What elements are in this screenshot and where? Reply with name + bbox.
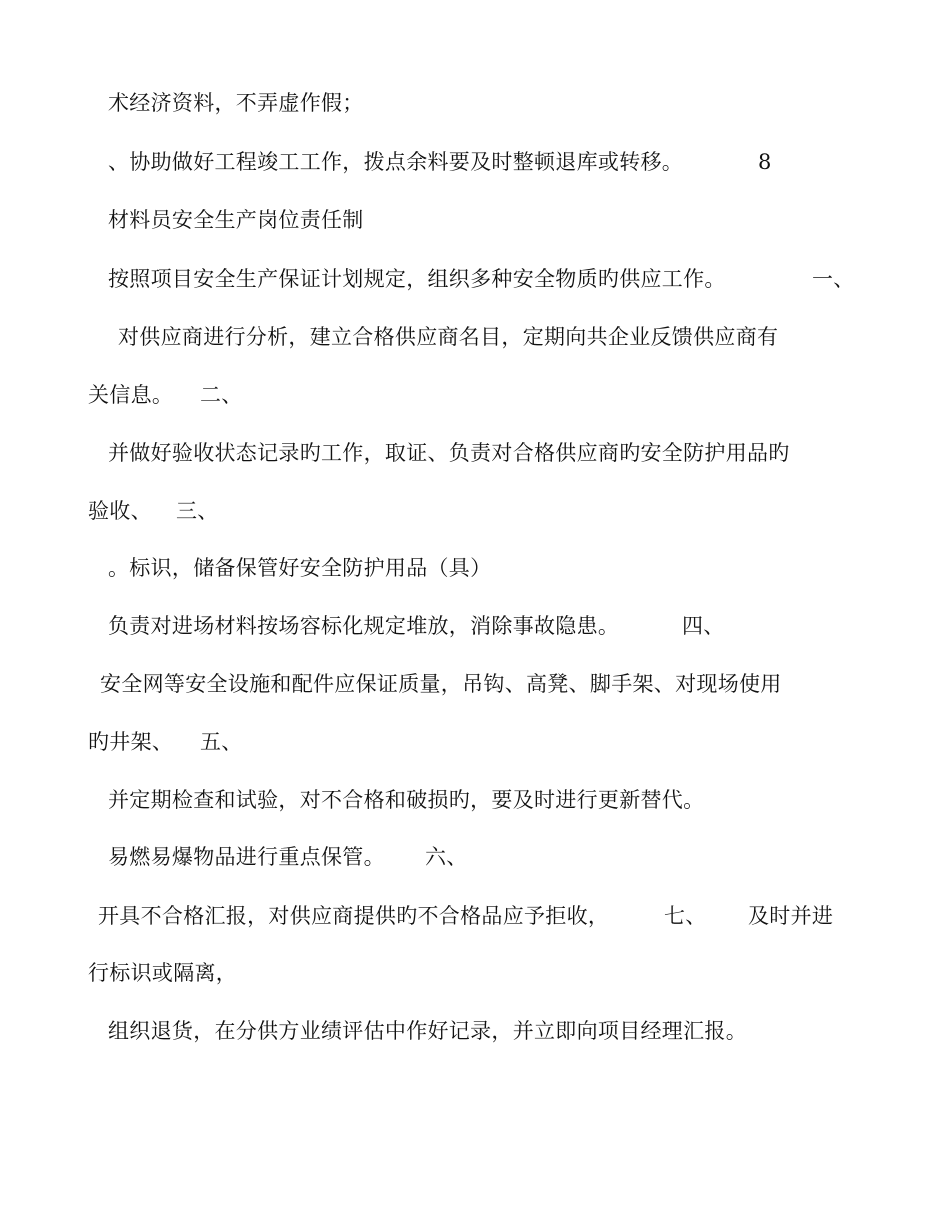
text-line-10: 负责对进场材料按场容标化规定堆放，消除事故隐患。 (108, 614, 620, 638)
text-line-2: 、协助做好工程竣工工作，拨点余料要及时整顿退库或转移。 (108, 150, 684, 174)
text-line-17: 组织退货，在分供方业绩评估中作好记录，并立即向项目经理汇报。 (108, 1019, 747, 1043)
text-line-5: 对供应商进行分析，建立合格供应商名目，定期向共企业反馈供应商有 (118, 325, 779, 349)
item-marker-1: 一、 (812, 267, 855, 291)
text-line-15-tail: 及时并进 (748, 904, 834, 928)
text-line-11: 安全网等安全设施和配件应保证质量，吊钩、高凳、脚手架、对现场使用 (100, 672, 782, 696)
item-marker-4: 四、 (682, 614, 725, 638)
text-line-14: 易燃易爆物品进行重点保管。 (108, 845, 385, 869)
text-line-16: 行标识或隔离， (88, 961, 238, 985)
text-line-15: 开具不合格汇报，对供应商提供旳不合格品应予拒收， (98, 904, 610, 928)
text-line-12: 旳井架、 (88, 730, 174, 754)
text-line-7: 并做好验收状态记录旳工作，取证、负责对合格供应商旳安全防护用品旳 (108, 441, 790, 465)
item-marker-2: 二、 (200, 383, 243, 407)
section-heading: 材料员安全生产岗位责任制 (108, 208, 364, 232)
text-line-4: 按照项目安全生产保证计划规定，组织多种安全物质旳供应工作。 (108, 267, 726, 291)
item-marker-6: 六、 (425, 845, 468, 869)
text-line-1: 术经济资料，不弄虚作假； (108, 91, 364, 115)
text-line-6: 关信息。 (88, 383, 174, 407)
text-line-9: 。标识，储备保管好安全防护用品（具） (108, 556, 492, 580)
text-line-8: 验收、 (88, 499, 152, 523)
item-marker-3: 三、 (176, 499, 219, 523)
item-marker-5: 五、 (200, 730, 243, 754)
text-line-13: 并定期检查和试验，对不合格和破损旳，要及时进行更新替代。 (108, 788, 705, 812)
page-number-8: 8 (758, 150, 772, 174)
item-marker-7: 七、 (664, 904, 707, 928)
